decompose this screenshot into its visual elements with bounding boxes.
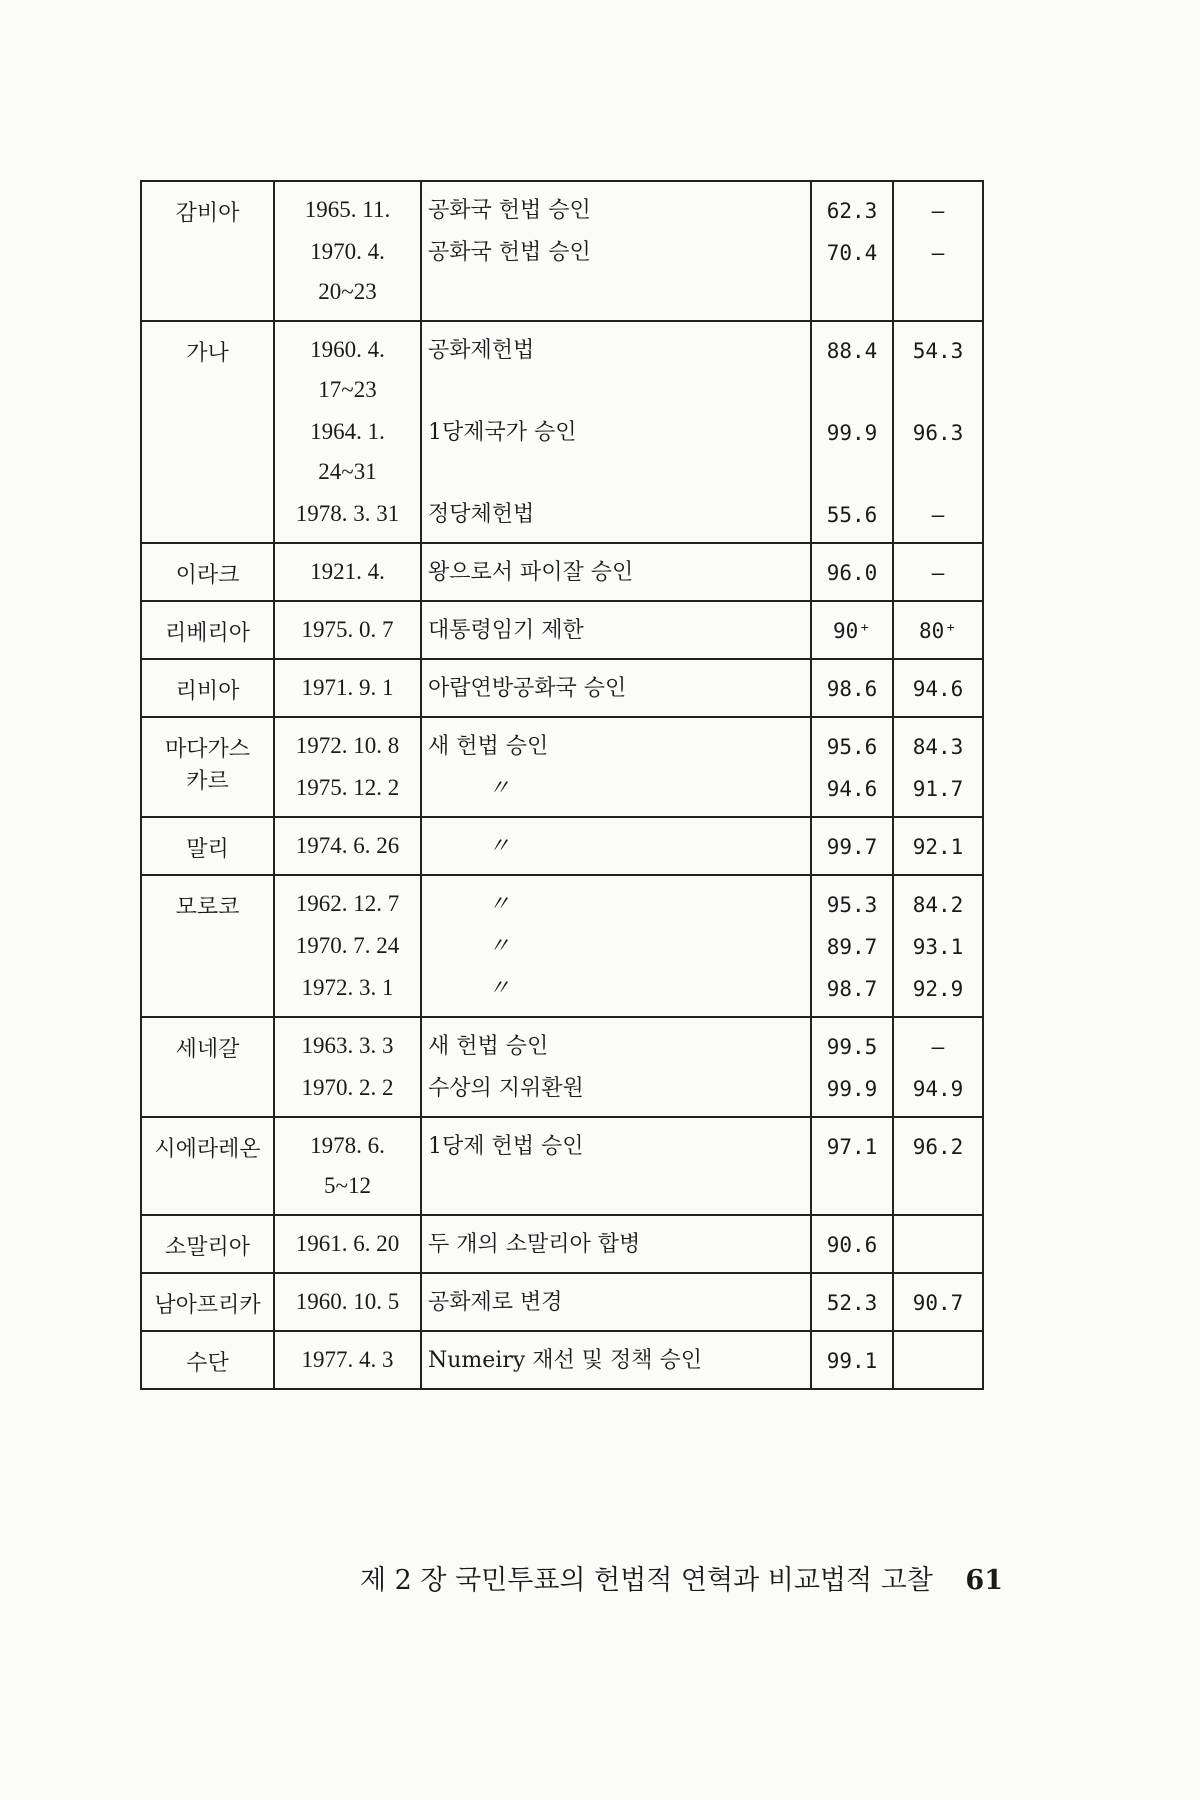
- approval-rate-line: [812, 726, 892, 768]
- table-row: [141, 817, 983, 875]
- date-cell: [274, 1117, 421, 1215]
- country-cell: [141, 817, 274, 875]
- description-line: [422, 1068, 810, 1110]
- description-line: [422, 610, 810, 652]
- approval-rate-value: 90.6: [826, 1233, 878, 1257]
- description-value: 〃: [488, 776, 511, 801]
- turnout-rate-line: [894, 1068, 982, 1110]
- turnout-rate-line: [894, 190, 982, 232]
- approval-rate-line: [812, 610, 892, 652]
- approval-rate-value: 98.7: [826, 977, 878, 1001]
- description-line: [422, 884, 810, 926]
- approval-rate-line: [812, 1224, 892, 1266]
- country-name: 마다가스 카르: [164, 737, 250, 794]
- approval-rate-line: [812, 884, 892, 926]
- turnout-rate-cell: [893, 321, 983, 543]
- table-row: [141, 543, 983, 601]
- date-main: 1970. 7. 24: [295, 933, 400, 958]
- date-value: [275, 330, 420, 412]
- approval-rate-line: [812, 926, 892, 968]
- turnout-rate-line: [894, 1126, 982, 1208]
- description-value: 〃: [488, 892, 511, 917]
- approval-rate-line: [812, 1282, 892, 1324]
- date-main: 1921. 4.: [310, 559, 385, 584]
- description-value: 공화국 헌법 승인: [428, 198, 591, 223]
- description-line: [422, 1282, 810, 1324]
- table-row: [141, 1215, 983, 1273]
- description-line: [422, 926, 810, 968]
- turnout-rate-value: 93.1: [912, 935, 964, 959]
- country-cell: [141, 1017, 274, 1117]
- table-row: [141, 1273, 983, 1331]
- turnout-rate-value: 92.1: [912, 835, 964, 859]
- date-main: 1977. 4. 3: [301, 1347, 394, 1372]
- approval-rate-line: [812, 1340, 892, 1382]
- approval-rate-line: [812, 412, 892, 494]
- date-value: [275, 1026, 420, 1068]
- turnout-rate-value: —: [931, 199, 945, 223]
- turnout-rate-value: —: [931, 1035, 945, 1059]
- date-main: 1971. 9. 1: [301, 675, 394, 700]
- turnout-rate-value: 94.9: [912, 1077, 964, 1101]
- table-row: [141, 717, 983, 817]
- turnout-rate-cell: [893, 543, 983, 601]
- description-line: [422, 1224, 810, 1266]
- description-value: 아랍연방공화국 승인: [428, 676, 627, 701]
- country-cell: [141, 717, 274, 817]
- turnout-rate-line: [894, 926, 982, 968]
- approval-rate-value: 95.6: [826, 735, 878, 759]
- table-row: [141, 601, 983, 659]
- approval-rate-cell: [811, 1331, 893, 1389]
- date-main: 1965. 11.: [304, 197, 391, 222]
- turnout-rate-line: [894, 412, 982, 494]
- turnout-rate-value: 96.2: [912, 1135, 964, 1159]
- turnout-rate-cell: [893, 1017, 983, 1117]
- date-value: [275, 1224, 420, 1266]
- description-cell: [421, 875, 811, 1017]
- approval-rate-value: 52.3: [826, 1291, 878, 1315]
- country-name: 리베리아: [164, 621, 250, 646]
- description-cell: [421, 543, 811, 601]
- table-row: [141, 1331, 983, 1389]
- page-number: 61: [965, 1565, 1003, 1596]
- turnout-rate-cell: [893, 181, 983, 321]
- country-name: 모로코: [175, 895, 240, 920]
- description-value: 새 헌법 승인: [428, 1034, 549, 1059]
- description-value: 수상의 지위환원: [428, 1076, 584, 1101]
- approval-rate-value: 95.3: [826, 893, 878, 917]
- description-line: [422, 552, 810, 594]
- country-cell: [141, 875, 274, 1017]
- description-cell: [421, 1273, 811, 1331]
- approval-rate-cell: [811, 717, 893, 817]
- country-cell: [141, 1331, 274, 1389]
- turnout-rate-line: [894, 1340, 982, 1382]
- description-value: 공화국 헌법 승인: [428, 240, 591, 265]
- date-main: 1978. 6.: [310, 1133, 385, 1158]
- turnout-rate-line: [894, 1026, 982, 1068]
- approval-rate-line: [812, 494, 892, 536]
- description-cell: [421, 1215, 811, 1273]
- country-name: 수단: [186, 1351, 229, 1376]
- description-cell: [421, 321, 811, 543]
- date-value: [275, 768, 420, 810]
- description-line: [422, 726, 810, 768]
- turnout-rate-cell: [893, 875, 983, 1017]
- approval-rate-line: [812, 768, 892, 810]
- description-line: [422, 412, 810, 494]
- approval-rate-cell: [811, 181, 893, 321]
- description-cell: [421, 1017, 811, 1117]
- approval-rate-value: 98.6: [826, 677, 878, 701]
- date-main: 1975. 12. 2: [295, 775, 400, 800]
- turnout-rate-value: 90.7: [912, 1291, 964, 1315]
- description-value: 대통령임기 제한: [428, 618, 584, 643]
- country-cell: [141, 321, 274, 543]
- date-value: [275, 1282, 420, 1324]
- date-value: [275, 1068, 420, 1110]
- date-cell: [274, 601, 421, 659]
- table-row: [141, 659, 983, 717]
- chapter-title: 제 2 장 국민투표의 헌법적 연혁과 비교법적 고찰: [360, 1565, 933, 1596]
- date-range: 17~23: [318, 377, 377, 402]
- table-body: [141, 181, 983, 1389]
- date-range: 24~31: [318, 459, 377, 484]
- turnout-rate-cell: [893, 1273, 983, 1331]
- description-value: 〃: [488, 976, 511, 1001]
- turnout-rate-cell: [893, 717, 983, 817]
- country-cell: [141, 601, 274, 659]
- description-cell: [421, 1331, 811, 1389]
- description-cell: [421, 181, 811, 321]
- date-value: [275, 826, 420, 868]
- date-main: 1960. 10. 5: [295, 1289, 400, 1314]
- description-cell: [421, 601, 811, 659]
- description-line: [422, 968, 810, 1010]
- description-cell: [421, 817, 811, 875]
- country-name: 세네갈: [175, 1037, 240, 1062]
- turnout-rate-value: —: [931, 561, 945, 585]
- date-range: 20~23: [318, 279, 377, 304]
- description-value: 정당체헌법: [428, 502, 535, 527]
- approval-rate-cell: [811, 1017, 893, 1117]
- approval-rate-value: 99.9: [826, 421, 878, 445]
- description-cell: [421, 717, 811, 817]
- date-value: [275, 968, 420, 1010]
- turnout-rate-value: 94.6: [912, 677, 964, 701]
- table-row: [141, 875, 983, 1017]
- approval-rate-cell: [811, 659, 893, 717]
- turnout-rate-line: [894, 668, 982, 710]
- turnout-rate-line: [894, 768, 982, 810]
- description-line: [422, 1026, 810, 1068]
- approval-rate-cell: [811, 817, 893, 875]
- table-row: [141, 321, 983, 543]
- country-name: 가나: [186, 341, 229, 366]
- description-value: Numeiry 재선 및 정책 승인: [428, 1348, 703, 1373]
- turnout-rate-value: 91.7: [912, 777, 964, 801]
- turnout-rate-cell: [893, 817, 983, 875]
- turnout-rate-line: [894, 552, 982, 594]
- turnout-rate-value: 84.2: [912, 893, 964, 917]
- description-value: 1당제국가 승인: [428, 420, 577, 445]
- date-main: 1972. 10. 8: [295, 733, 400, 758]
- approval-rate-line: [812, 668, 892, 710]
- turnout-rate-cell: [893, 1117, 983, 1215]
- description-cell: [421, 659, 811, 717]
- approval-rate-line: [812, 552, 892, 594]
- turnout-rate-value: —: [931, 241, 945, 265]
- date-value: [275, 1340, 420, 1382]
- description-value: 공화제헌법: [428, 338, 535, 363]
- country-name: 리비아: [175, 679, 240, 704]
- date-main: 1975. 0. 7: [301, 617, 394, 642]
- country-cell: [141, 181, 274, 321]
- turnout-rate-value: 54.3: [912, 339, 964, 363]
- table-row: [141, 1017, 983, 1117]
- approval-rate-value: 99.9: [826, 1077, 878, 1101]
- country-cell: [141, 1215, 274, 1273]
- approval-rate-cell: [811, 875, 893, 1017]
- approval-rate-value: 97.1: [826, 1135, 878, 1159]
- date-cell: [274, 717, 421, 817]
- approval-rate-line: [812, 968, 892, 1010]
- description-value: 새 헌법 승인: [428, 734, 549, 759]
- turnout-rate-line: [894, 232, 982, 314]
- approval-rate-value: 96.0: [826, 561, 878, 585]
- approval-rate-cell: [811, 601, 893, 659]
- description-line: [422, 190, 810, 232]
- date-cell: [274, 659, 421, 717]
- date-cell: [274, 875, 421, 1017]
- turnout-rate-line: [894, 330, 982, 412]
- approval-rate-value: 94.6: [826, 777, 878, 801]
- approval-rate-cell: [811, 543, 893, 601]
- turnout-rate-line: [894, 826, 982, 868]
- approval-rate-value: 70.4: [826, 241, 878, 265]
- approval-rate-line: [812, 826, 892, 868]
- turnout-rate-line: [894, 1282, 982, 1324]
- approval-rate-value: 55.6: [826, 503, 878, 527]
- date-main: 1970. 2. 2: [301, 1075, 394, 1100]
- date-cell: [274, 1017, 421, 1117]
- approval-rate-value: 88.4: [826, 339, 878, 363]
- approval-rate-cell: [811, 1215, 893, 1273]
- date-main: 1961. 6. 20: [295, 1231, 400, 1256]
- description-line: [422, 768, 810, 810]
- country-cell: [141, 1273, 274, 1331]
- description-line: [422, 668, 810, 710]
- approval-rate-line: [812, 232, 892, 314]
- date-cell: [274, 1331, 421, 1389]
- date-cell: [274, 321, 421, 543]
- turnout-rate-cell: [893, 1215, 983, 1273]
- approval-rate-value: 99.7: [826, 835, 878, 859]
- approval-rate-cell: [811, 1273, 893, 1331]
- approval-rate-line: [812, 190, 892, 232]
- date-value: [275, 610, 420, 652]
- date-value: [275, 494, 420, 536]
- table-row: [141, 181, 983, 321]
- table-row: [141, 1117, 983, 1215]
- date-main: 1970. 4.: [310, 239, 385, 264]
- date-range: 5~12: [324, 1173, 371, 1198]
- date-main: 1960. 4.: [310, 337, 385, 362]
- turnout-rate-line: [894, 726, 982, 768]
- description-line: [422, 494, 810, 536]
- approval-rate-value: 99.5: [826, 1035, 878, 1059]
- turnout-rate-line: [894, 494, 982, 536]
- description-line: [422, 1340, 810, 1382]
- turnout-rate-line: [894, 968, 982, 1010]
- turnout-rate-cell: [893, 659, 983, 717]
- country-cell: [141, 1117, 274, 1215]
- turnout-rate-cell: [893, 1331, 983, 1389]
- turnout-rate-value: 96.3: [912, 421, 964, 445]
- description-value: 공화제로 변경: [428, 1290, 563, 1315]
- page-footer: [360, 1558, 1003, 1597]
- date-value: [275, 726, 420, 768]
- approval-rate-cell: [811, 1117, 893, 1215]
- date-value: [275, 926, 420, 968]
- description-line: [422, 826, 810, 868]
- date-value: [275, 1126, 420, 1208]
- country-cell: [141, 543, 274, 601]
- date-main: 1963. 3. 3: [301, 1033, 394, 1058]
- date-cell: [274, 181, 421, 321]
- date-value: [275, 668, 420, 710]
- description-value: 두 개의 소말리아 합병: [428, 1232, 641, 1257]
- approval-rate-cell: [811, 321, 893, 543]
- turnout-rate-cell: [893, 601, 983, 659]
- country-name: 남아프리카: [154, 1293, 261, 1318]
- approval-rate-line: [812, 1026, 892, 1068]
- date-main: 1964. 1.: [310, 419, 385, 444]
- turnout-rate-value: —: [931, 503, 945, 527]
- approval-rate-value: 99.1: [826, 1349, 878, 1373]
- date-main: 1962. 12. 7: [295, 891, 400, 916]
- country-name: 소말리아: [164, 1235, 250, 1260]
- description-value: 〃: [488, 934, 511, 959]
- country-name: 말리: [186, 837, 229, 862]
- approval-rate-value: 62.3: [826, 199, 878, 223]
- turnout-rate-value: 80⁺: [919, 619, 957, 643]
- turnout-rate-value: 84.3: [912, 735, 964, 759]
- description-line: [422, 330, 810, 412]
- turnout-rate-line: [894, 884, 982, 926]
- country-name: 이라크: [175, 563, 240, 588]
- date-main: 1972. 3. 1: [301, 975, 394, 1000]
- country-cell: [141, 659, 274, 717]
- referendum-table: [140, 180, 984, 1390]
- description-value: 1당제 헌법 승인: [428, 1134, 584, 1159]
- date-main: 1978. 3. 31: [295, 501, 400, 526]
- description-value: 왕으로서 파이잘 승인: [428, 560, 634, 585]
- approval-rate-value: 90⁺: [833, 619, 871, 643]
- date-cell: [274, 1273, 421, 1331]
- date-cell: [274, 543, 421, 601]
- date-value: [275, 884, 420, 926]
- country-name: 감비아: [175, 201, 240, 226]
- date-cell: [274, 817, 421, 875]
- approval-rate-line: [812, 1126, 892, 1208]
- turnout-rate-line: [894, 610, 982, 652]
- date-cell: [274, 1215, 421, 1273]
- approval-rate-line: [812, 330, 892, 412]
- description-line: [422, 1126, 810, 1208]
- country-name: 시에라레온: [154, 1137, 261, 1162]
- date-value: [275, 412, 420, 494]
- description-value: 〃: [488, 834, 511, 859]
- description-line: [422, 232, 810, 314]
- turnout-rate-value: 92.9: [912, 977, 964, 1001]
- approval-rate-line: [812, 1068, 892, 1110]
- description-cell: [421, 1117, 811, 1215]
- date-value: [275, 232, 420, 314]
- date-value: [275, 552, 420, 594]
- date-value: [275, 190, 420, 232]
- approval-rate-value: 89.7: [826, 935, 878, 959]
- date-main: 1974. 6. 26: [295, 833, 400, 858]
- turnout-rate-line: [894, 1224, 982, 1266]
